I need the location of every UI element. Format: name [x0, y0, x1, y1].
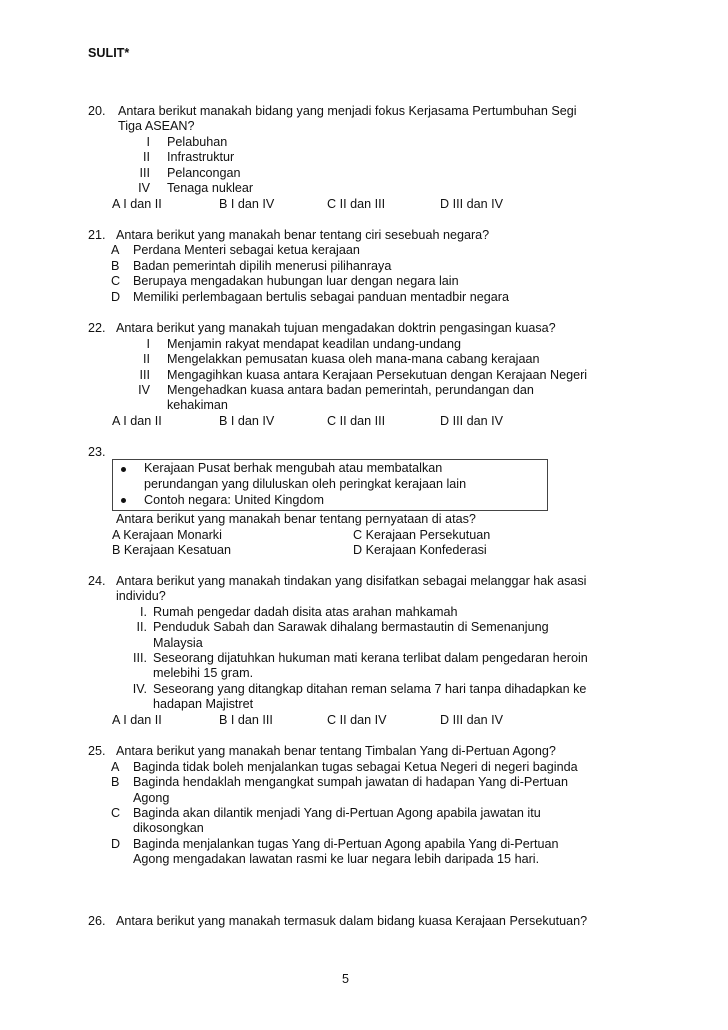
question-stem-cont: Tiga ASEAN? [118, 119, 195, 133]
item-text: Seseorang dijatuhkan hukuman mati kerana terlibat dalam pengedaran heroin [153, 651, 588, 665]
question-number: 22. [88, 321, 106, 335]
question-number: 20. [88, 104, 106, 118]
option-letter[interactable]: A [111, 243, 120, 257]
item-numeral: I. [140, 605, 147, 619]
option-b-text[interactable]: Badan pemerintah dipilih menerusi pilihanraya [133, 259, 392, 273]
option-b[interactable]: B I dan IV [219, 197, 275, 211]
option-c[interactable]: C Kerajaan Persekutuan [353, 528, 491, 542]
item-text: Rumah pengedar dadah disita atas arahan mahkamah [153, 605, 458, 619]
statement-line: perundangan yang diluluskan oleh peringkat kerajaan lain [144, 477, 467, 491]
item-numeral: IV [138, 383, 150, 397]
bullet-icon [121, 498, 126, 503]
header-label: SULIT* [88, 46, 130, 60]
option-d-text-cont[interactable]: Agong mengadakan lawatan rasmi ke luar negara lebih daripada 15 hari. [133, 852, 540, 866]
item-numeral: II. [136, 620, 147, 634]
option-c[interactable]: C II dan III [327, 414, 386, 428]
item-text: Menjamin rakyat mendapat keadilan undang-undang [167, 337, 462, 351]
question-stem: Antara berikut yang manakah benar tentang Timbalan Yang di-Pertuan Agong? [116, 744, 556, 758]
item-numeral: II [143, 352, 150, 366]
item-text-cont: kehakiman [167, 398, 228, 412]
item-text: Pelancongan [167, 166, 241, 180]
option-letter[interactable]: C [111, 274, 121, 288]
item-text-cont: melebihi 15 gram. [153, 666, 254, 680]
option-letter[interactable]: D [111, 290, 121, 304]
question-stem: Antara berikut yang manakah benar tentang ciri sesebuah negara? [116, 228, 490, 242]
item-text: Seseorang yang ditangkap ditahan reman selama 7 hari tanpa dihadapkan ke [153, 682, 587, 696]
item-text: Infrastruktur [167, 150, 235, 164]
question-stem: Antara berikut manakah bidang yang menjadi fokus Kerjasama Pertumbuhan Segi [118, 104, 577, 118]
item-numeral: II [143, 150, 150, 164]
item-numeral: III. [133, 651, 147, 665]
question-number: 24. [88, 574, 106, 588]
option-c[interactable]: C II dan III [327, 197, 386, 211]
question-number: 23. [88, 445, 106, 459]
option-a[interactable]: A I dan II [112, 713, 162, 727]
page-number: 5 [342, 972, 350, 986]
option-d-text[interactable]: Baginda menjalankan tugas Yang di-Pertuan Agong apabila Yang di-Pertuan [133, 837, 559, 851]
item-numeral: III [139, 368, 150, 382]
item-text-cont: Malaysia [153, 636, 203, 650]
option-c-text[interactable]: Baginda akan dilantik menjadi Yang di-Pertuan Agong apabila jawatan itu [133, 806, 541, 820]
option-letter[interactable]: B [111, 775, 120, 789]
option-d[interactable]: D III dan IV [440, 414, 503, 428]
item-text: Mengehadkan kuasa antara badan pemerintah, perundangan dan [167, 383, 534, 397]
question-stem: Antara berikut yang manakah tindakan yang disifatkan sebagai melanggar hak asasi [116, 574, 587, 588]
question-stem: Antara berikut yang manakah termasuk dalam bidang kuasa Kerajaan Persekutuan? [116, 914, 588, 928]
option-b-text[interactable]: Baginda hendaklah mengangkat sumpah jawatan di hadapan Yang di-Pertuan [133, 775, 569, 789]
question-number: 26. [88, 914, 106, 928]
question-stem: Antara berikut yang manakah benar tentang pernyataan di atas? [116, 512, 476, 526]
option-letter[interactable]: A [111, 760, 120, 774]
option-d[interactable]: D III dan IV [440, 197, 503, 211]
option-d[interactable]: D III dan IV [440, 713, 503, 727]
question-number: 25. [88, 744, 106, 758]
option-b-text-cont[interactable]: Agong [133, 791, 170, 805]
option-b[interactable]: B Kerajaan Kesatuan [112, 543, 232, 557]
item-text: Penduduk Sabah dan Sarawak dihalang bermastautin di Semenanjung [153, 620, 549, 634]
option-letter[interactable]: B [111, 259, 120, 273]
option-a[interactable]: A I dan II [112, 197, 162, 211]
question-stem: Antara berikut yang manakah tujuan mengadakan doktrin pengasingan kuasa? [116, 321, 556, 335]
item-numeral: I [146, 135, 150, 149]
option-a-text[interactable]: Perdana Menteri sebagai ketua kerajaan [133, 243, 360, 257]
item-text: Mengelakkan pemusatan kuasa oleh mana-mana cabang kerajaan [167, 352, 540, 366]
item-numeral: III [139, 166, 150, 180]
item-text-cont: hadapan Majistret [153, 697, 254, 711]
item-text: Mengagihkan kuasa antara Kerajaan Persekutuan dengan Kerajaan Negeri [167, 368, 588, 382]
option-c-text[interactable]: Berupaya mengadakan hubungan luar dengan negara lain [133, 274, 459, 288]
bullet-icon [121, 467, 126, 472]
option-d-text[interactable]: Memiliki perlembagaan bertulis sebagai panduan mentadbir negara [133, 290, 509, 304]
option-d[interactable]: D Kerajaan Konfederasi [353, 543, 487, 557]
question-stem-cont: individu? [116, 589, 166, 603]
item-text: Pelabuhan [167, 135, 228, 149]
option-b[interactable]: B I dan IV [219, 414, 275, 428]
option-letter[interactable]: C [111, 806, 121, 820]
option-a-text[interactable]: Baginda tidak boleh menjalankan tugas sebagai Ketua Negeri di negeri baginda [133, 760, 578, 774]
item-numeral: IV [138, 181, 150, 195]
option-letter[interactable]: D [111, 837, 121, 851]
option-c[interactable]: C II dan IV [327, 713, 387, 727]
option-a[interactable]: A Kerajaan Monarki [112, 528, 222, 542]
item-text: Tenaga nuklear [167, 181, 254, 195]
item-numeral: I [146, 337, 150, 351]
option-b[interactable]: B I dan III [219, 713, 273, 727]
item-numeral: IV. [132, 682, 147, 696]
option-c-text-cont[interactable]: dikosongkan [133, 821, 204, 835]
question-number: 21. [88, 228, 106, 242]
option-a[interactable]: A I dan II [112, 414, 162, 428]
statement-line: Contoh negara: United Kingdom [144, 493, 324, 507]
statement-line: Kerajaan Pusat berhak mengubah atau membatalkan [144, 461, 443, 475]
